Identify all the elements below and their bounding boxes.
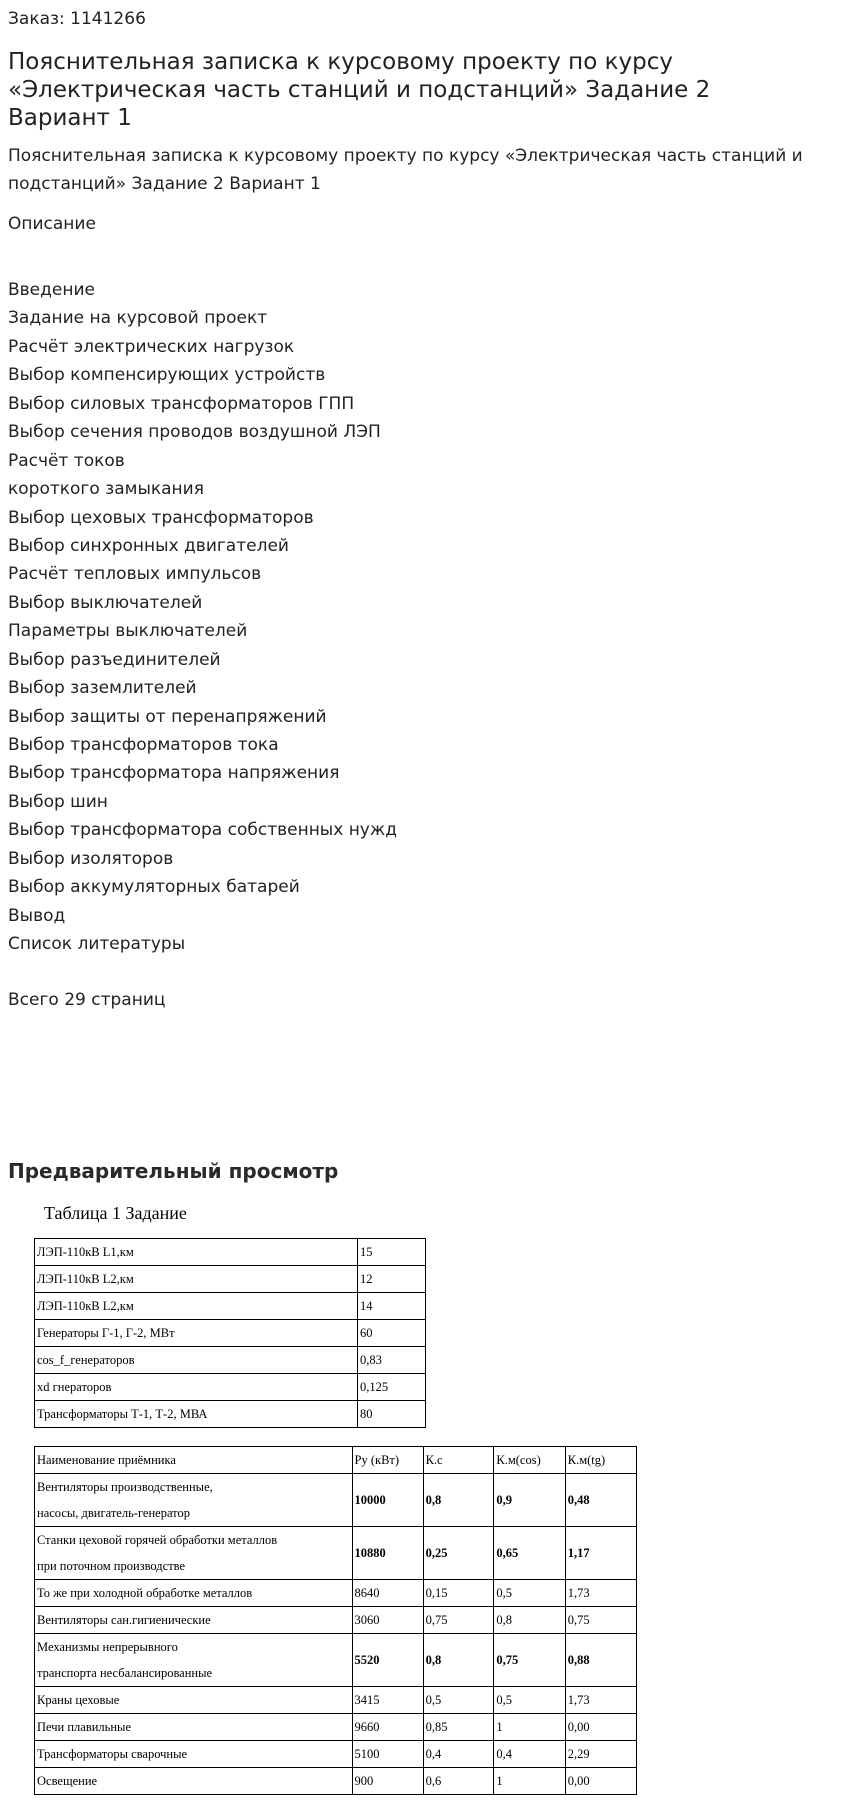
receiver-name-line: Вентиляторы производственные, <box>37 1480 213 1494</box>
toc-item: Расчёт электрических нагрузок <box>8 336 295 357</box>
column-header: К.м(cos) <box>494 1447 565 1474</box>
toc-item: Расчёт тепловых импульсов <box>8 564 262 585</box>
toc-item: Выбор трансформаторов тока <box>8 735 279 755</box>
receiver-name-cell <box>35 1768 353 1795</box>
toc-item: Вывод <box>8 905 66 926</box>
value-cell: 0,88 <box>565 1634 636 1687</box>
receiver-name-cell <box>35 1741 353 1768</box>
parameter-cell: Трансформаторы Т-1, Т-2, МВА <box>35 1401 358 1428</box>
toc-item: Выбор трансформатора собственных нужд <box>8 820 397 841</box>
receiver-name-line: Вентиляторы сан.гигиенические <box>37 1613 211 1627</box>
toc-item: Выбор синхронных двигателей <box>8 535 289 556</box>
receiver-name-line: Механизмы непрерывного <box>37 1640 178 1654</box>
table-row <box>35 1401 426 1428</box>
value-cell: 5520 <box>352 1634 423 1687</box>
toc-item: Параметры выключателей <box>8 621 248 642</box>
table1-caption: Таблица 1 Задание <box>44 1203 187 1223</box>
receiver-name-line: Печи плавильные <box>37 1720 132 1734</box>
value-cell: 1 <box>494 1714 565 1741</box>
value-cell: 0,8 <box>494 1607 565 1634</box>
value-cell: 0,75 <box>565 1607 636 1634</box>
value-cell: 0,75 <box>423 1607 494 1634</box>
value-cell: 0,6 <box>423 1768 494 1795</box>
parameter-cell: ЛЭП-110кВ L2,км <box>35 1293 358 1320</box>
toc-item: Выбор разъединителей <box>8 649 221 670</box>
value-cell: 0,65 <box>494 1527 565 1580</box>
table-row <box>35 1741 637 1768</box>
toc-item: Выбор защиты от перенапряжений <box>8 706 327 727</box>
table-row <box>35 1293 426 1320</box>
page-subtitle: Пояснительная записка к курсовому проекту по курсу «Электрическая часть станций и подстанций» Задание 2 Вариант 1 <box>8 146 803 194</box>
toc-item: Выбор цеховых трансформаторов <box>8 507 314 528</box>
value-cell: 0,9 <box>494 1474 565 1527</box>
value-cell: 0,5 <box>423 1687 494 1714</box>
table-header-row <box>35 1447 637 1474</box>
value-cell: 10000 <box>352 1474 423 1527</box>
value-cell: 9660 <box>352 1714 423 1741</box>
parameter-cell: ЛЭП-110кВ L2,км <box>35 1266 358 1293</box>
receiver-name-line: при поточном производстве <box>37 1559 186 1573</box>
toc-item: Выбор выключателей <box>8 592 203 613</box>
receiver-name-line: Станки цеховой горячей обработки металлов <box>37 1533 278 1547</box>
page-title: Пояснительная записка к курсовому проекту по курсу «Электрическая часть станций и подстанций» Задание 2 Вариант 1 <box>8 49 711 131</box>
table-row <box>35 1347 426 1374</box>
table-row <box>35 1266 426 1293</box>
table-row <box>35 1607 637 1634</box>
value-cell: 0,15 <box>423 1580 494 1607</box>
table-row <box>35 1714 637 1741</box>
order-number: Заказ: 1141266 <box>8 9 146 29</box>
toc-item: Выбор заземлителей <box>8 678 197 699</box>
toc-item: Выбор трансформатора напряжения <box>8 763 340 784</box>
value-cell: 15 <box>358 1239 426 1266</box>
value-cell: 5100 <box>352 1741 423 1768</box>
value-cell: 80 <box>358 1401 426 1428</box>
description-label: Описание <box>8 214 96 234</box>
parameter-cell: xd гнераторов <box>35 1374 358 1401</box>
value-cell: 2,29 <box>565 1741 636 1768</box>
value-cell: 0,48 <box>565 1474 636 1527</box>
value-cell: 1,73 <box>565 1580 636 1607</box>
column-header: Наименование приёмника <box>35 1447 353 1474</box>
total-pages: Всего 29 страниц <box>8 990 166 1010</box>
table-row <box>35 1687 637 1714</box>
toc-item: Выбор аккумуляторных батарей <box>8 877 300 898</box>
value-cell: 0,85 <box>423 1714 494 1741</box>
table-row <box>35 1634 637 1687</box>
receiver-name-cell <box>35 1527 353 1580</box>
parameter-cell: cos_f_генераторов <box>35 1347 358 1374</box>
toc-item: Задание на курсовой проект <box>8 308 268 329</box>
value-cell: 3060 <box>352 1607 423 1634</box>
value-cell: 1 <box>494 1768 565 1795</box>
value-cell: 3415 <box>352 1687 423 1714</box>
table-row <box>35 1374 426 1401</box>
receiver-name-cell <box>35 1714 353 1741</box>
receiver-name-cell <box>35 1580 353 1607</box>
column-header: Ру (кВт) <box>352 1447 423 1474</box>
value-cell: 0,8 <box>423 1634 494 1687</box>
toc-item: Выбор силовых трансформаторов ГПП <box>8 393 355 414</box>
value-cell: 10880 <box>352 1527 423 1580</box>
value-cell: 0,4 <box>494 1741 565 1768</box>
value-cell: 0,00 <box>565 1714 636 1741</box>
receiver-name-line: Трансформаторы сварочные <box>37 1747 188 1761</box>
value-cell: 0,125 <box>358 1374 426 1401</box>
document-preview <box>0 1190 847 1808</box>
value-cell: 0,5 <box>494 1687 565 1714</box>
table-row <box>35 1474 637 1527</box>
table-row <box>35 1320 426 1347</box>
table-row <box>35 1580 637 1607</box>
value-cell: 0,5 <box>494 1580 565 1607</box>
receiver-name-line: насосы, двигатель-генератор <box>37 1506 190 1520</box>
toc-item: короткого замыкания <box>8 479 204 500</box>
column-header: К.м(tg) <box>565 1447 636 1474</box>
value-cell: 0,8 <box>423 1474 494 1527</box>
receiver-name-line: То же при холодной обработке металлов <box>37 1586 253 1600</box>
value-cell: 0,25 <box>423 1527 494 1580</box>
toc-item: Выбор изоляторов <box>8 848 174 869</box>
preview-heading: Предварительный просмотр <box>8 1159 339 1183</box>
toc-item: Введение <box>8 280 95 300</box>
parameter-cell: ЛЭП-110кВ L1,км <box>35 1239 358 1266</box>
receiver-name-line: Освещение <box>37 1774 98 1788</box>
receiver-name-cell <box>35 1474 353 1527</box>
value-cell: 1,73 <box>565 1687 636 1714</box>
table-row <box>35 1768 637 1795</box>
task-table <box>34 1238 426 1428</box>
value-cell: 0,4 <box>423 1741 494 1768</box>
loads-table <box>34 1446 637 1795</box>
value-cell: 12 <box>358 1266 426 1293</box>
value-cell: 0,75 <box>494 1634 565 1687</box>
receiver-name-line: Краны цеховые <box>37 1693 120 1707</box>
table-of-contents <box>8 276 397 959</box>
receiver-name-cell <box>35 1634 353 1687</box>
table-row <box>35 1239 426 1266</box>
value-cell: 0,83 <box>358 1347 426 1374</box>
value-cell: 60 <box>358 1320 426 1347</box>
toc-item: Выбор компенсирующих устройств <box>8 365 326 386</box>
table-row <box>35 1527 637 1580</box>
toc-item: Расчёт токов <box>8 450 125 471</box>
value-cell: 0,00 <box>565 1768 636 1795</box>
receiver-name-cell <box>35 1607 353 1634</box>
value-cell: 8640 <box>352 1580 423 1607</box>
toc-item: Выбор сечения проводов воздушной ЛЭП <box>8 422 381 443</box>
value-cell: 1,17 <box>565 1527 636 1580</box>
receiver-name-line: транспорта несбалансированные <box>37 1666 213 1680</box>
value-cell: 14 <box>358 1293 426 1320</box>
value-cell: 900 <box>352 1768 423 1795</box>
toc-item: Выбор шин <box>8 791 108 812</box>
receiver-name-cell <box>35 1687 353 1714</box>
parameter-cell: Генераторы Г-1, Г-2, МВт <box>35 1320 358 1347</box>
column-header: К.с <box>423 1447 494 1474</box>
toc-item: Список литературы <box>8 934 186 955</box>
